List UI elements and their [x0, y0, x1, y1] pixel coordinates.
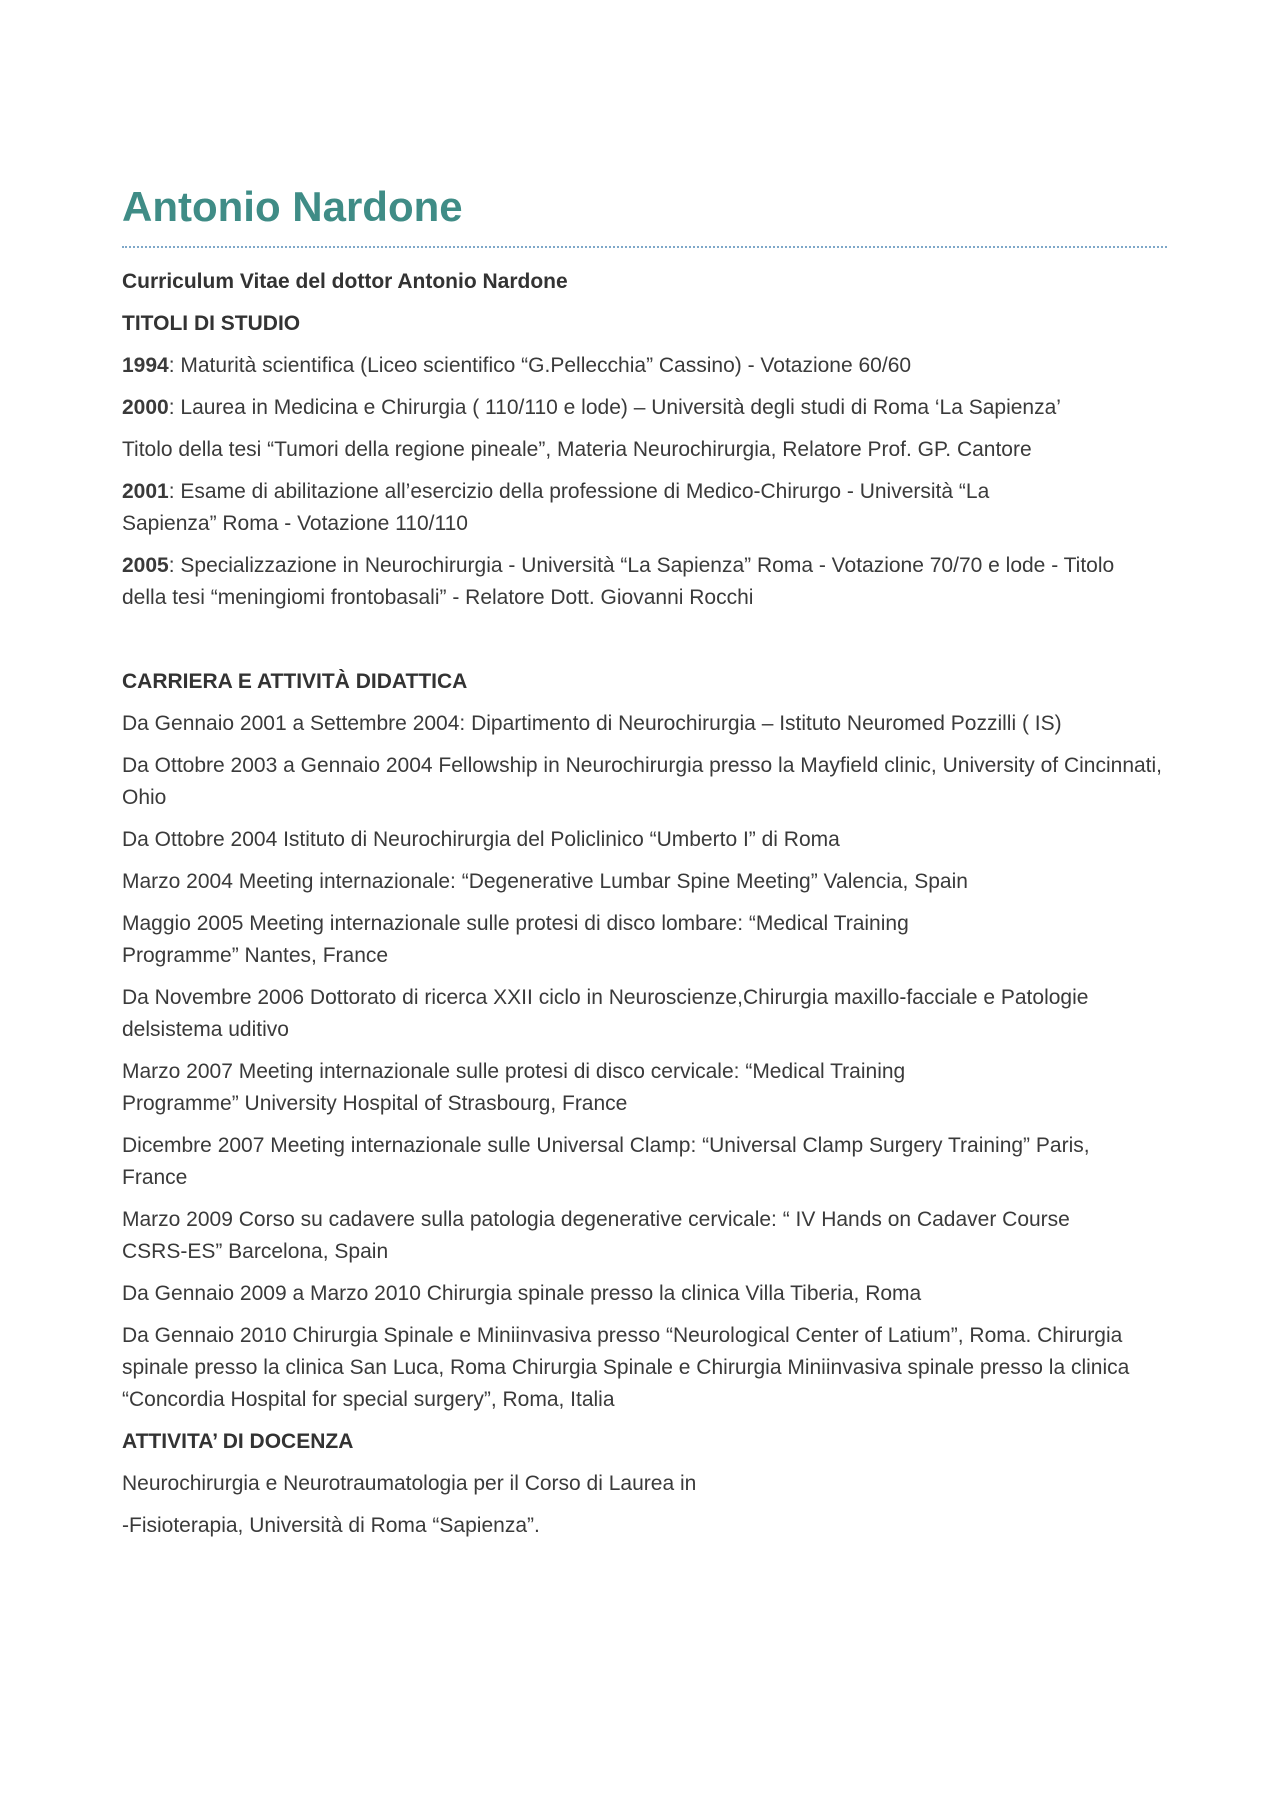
- study-text: Titolo della tesi “Tumori della regione pineale”, Materia Neurochirurgia, Relatore Prof. GP. Cantore: [122, 438, 1032, 461]
- study-text: : Esame di abilitazione all’esercizio della professione di Medico-Chirurgo - Università “La Sapienza” Roma - Votazione 110/110: [122, 480, 990, 535]
- study-year: 2000: [122, 396, 169, 419]
- career-item: Da Ottobre 2003 a Gennaio 2004 Fellowship in Neurochirurgia presso la Mayfield clinic, University of Cincinnati, Ohio: [122, 754, 1163, 809]
- study-item: [122, 434, 1152, 466]
- career-item: Maggio 2005 Meeting internazionale sulle protesi di disco lombare: “Medical Training Programme” Nantes, France: [122, 912, 909, 967]
- study-text: : Laurea in Medicina e Chirurgia ( 110/110 e lode) – Università degli studi di Roma ‘La Sapienza’: [168, 396, 1061, 419]
- study-text: : Specializzazione in Neurochirurgia - Università “La Sapienza” Roma - Votazione 70/70 e lode - Titolo della tesi “meningiomi frontobasali” - Relatore Dott. Giovanni Rocchi: [122, 554, 1115, 609]
- study-year: 2001: [122, 480, 169, 503]
- section-heading-studies: TITOLI DI STUDIO: [122, 312, 301, 335]
- career-item: Marzo 2009 Corso su cadavere sulla patologia degenerative cervicale: “ IV Hands on Cadaver Course CSRS-ES” Barcelona, Spain: [122, 1208, 1070, 1263]
- career-item: Da Gennaio 2009 a Marzo 2010 Chirurgia spinale presso la clinica Villa Tiberia, Roma: [122, 1282, 922, 1305]
- study-item: [122, 550, 1142, 614]
- teaching-item: -Fisioterapia, Università di Roma “Sapienza”.: [122, 1514, 540, 1537]
- section-heading-teaching: ATTIVITA’ DI DOCENZA: [122, 1430, 354, 1453]
- section-heading-career: CARRIERA E ATTIVITÀ DIDATTICA: [122, 670, 468, 693]
- career-item: Dicembre 2007 Meeting internazionale sulle Universal Clamp: “Universal Clamp Surgery Training” Paris, France: [122, 1134, 1090, 1189]
- study-item: [122, 350, 1152, 382]
- cv-subtitle: Curriculum Vitae del dottor Antonio Nardone: [122, 270, 568, 293]
- study-year: 1994: [122, 354, 169, 377]
- career-item: Marzo 2007 Meeting internazionale sulle protesi di disco cervicale: “Medical Training Programme” University Hospital of Strasbourg, France: [122, 1060, 906, 1115]
- career-item: Da Ottobre 2004 Istituto di Neurochirurgia del Policlinico “Umberto I” di Roma: [122, 828, 840, 851]
- study-item: [122, 392, 1167, 424]
- career-item: Da Gennaio 2010 Chirurgia Spinale e Miniinvasiva presso “Neurological Center of Latium”, Roma. Chirurgia spinale presso la clinica San Luca, Roma Chirurgia Spinale e Chirurgia Miniinvasiva spinale presso la clinica “Concordia Hospital for special surgery”, Roma, Italia: [122, 1324, 1130, 1411]
- teaching-item: Neurochirurgia e Neurotraumatologia per il Corso di Laurea in: [122, 1472, 697, 1495]
- career-item: Marzo 2004 Meeting internazionale: “Degenerative Lumbar Spine Meeting” Valencia, Spain: [122, 870, 968, 893]
- study-item: [122, 476, 1082, 540]
- study-year: 2005: [122, 554, 169, 577]
- study-text: : Maturità scientifica (Liceo scientifico “G.Pellecchia” Cassino) - Votazione 60/60: [168, 354, 912, 377]
- career-item: Da Gennaio 2001 a Settembre 2004: Dipartimento di Neurochirurgia – Istituto Neuromed Pozzilli ( IS): [122, 712, 1062, 735]
- cv-document: [122, 182, 1167, 1542]
- career-item: Da Novembre 2006 Dottorato di ricerca XXII ciclo in Neuroscienze,Chirurgia maxillo-facciale e Patologie delsistema uditivo: [122, 986, 1089, 1041]
- document-title: Antonio Nardone: [122, 183, 463, 230]
- title-divider: [122, 246, 1167, 248]
